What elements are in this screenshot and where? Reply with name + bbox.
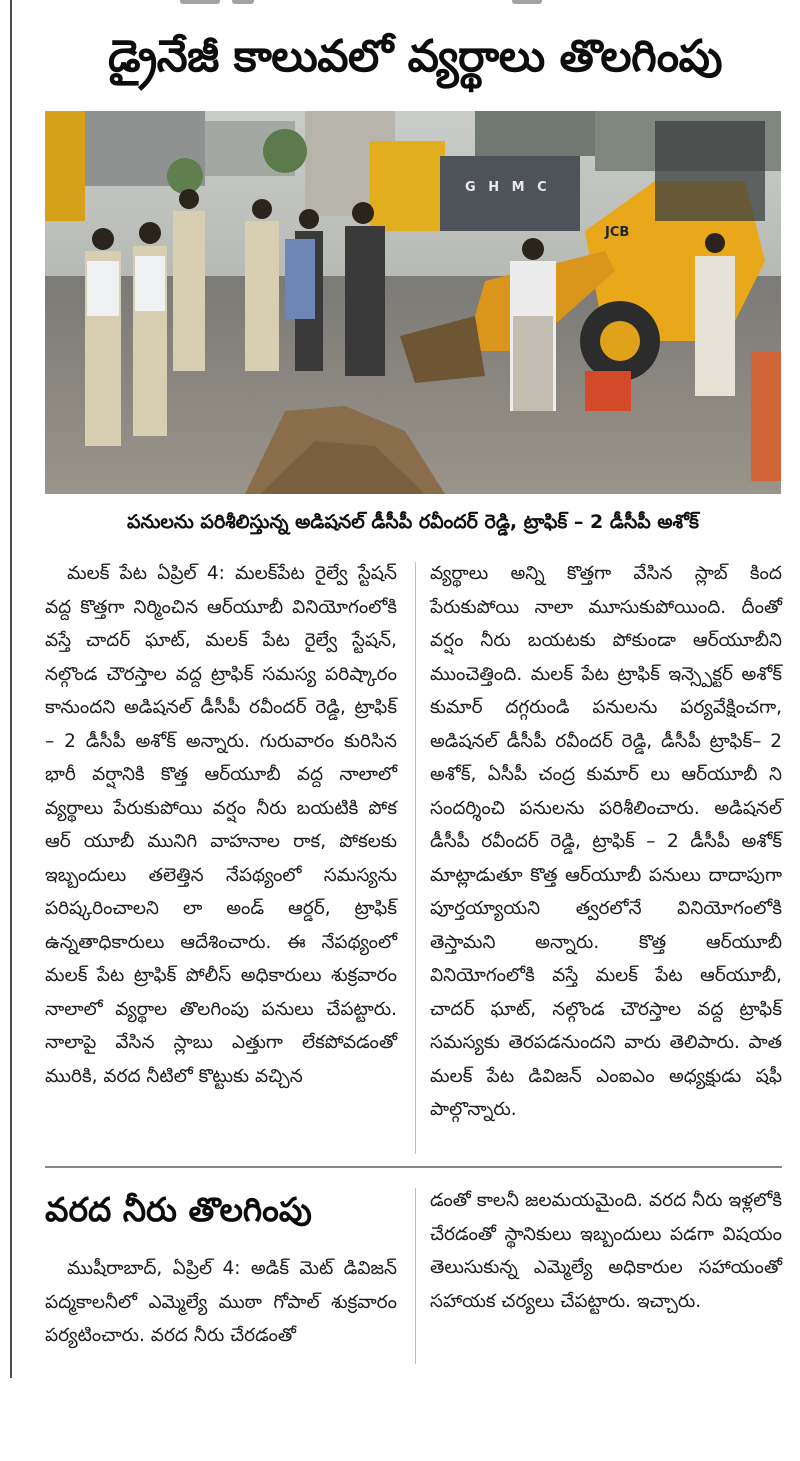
article-paragraph: వ్యర్థాలు అన్ని కొత్తగా వేసిన స్లాబ్ కింద పేరుకుపోయి నాలా మూసుకుపోయింది. దీంతో వర్షం నీరు బయటకు పోకుండా ఆర్‌యూబీని ముంచెత్తింది. మలక్ పేట ట్రాఫిక్ ఇన్స్పెక్టర్ అశోక్ కుమార్ దగ్గరుండి పనులను పర్యవేక్షించగా, అడిషనల్ డీసీపీ రవీందర్ రెడ్డి, డీసీపీ ట్రాఫిక్– 2 అశోక్, ఏసీపీ చంద్ర కుమార్ లు ఆర్‌యూబీ ని సందర్శించి పనులను పరిశీలించారు. అడిషనల్ డీసీపీ రవీందర్ రెడ్డి, ట్రాఫిక్ – 2 డీసీపీ అశోక్ మాట్లాడుతూ కొత్త ఆర్‌యూబీ పనులు దాదాపుగా పూర్తయ్యాయని త్వరలోనే వినియోగంలోకి తెస్తామని అన్నారు. కొత్త ఆర్‌యూబీ వినియోగంలోకి వస్తే మలక్ పేట ఆర్‌యూబీ, చాదర్ ఘాట్, నల్గొండ చౌరస్తాల వద్ద ట్రాఫిక్ సమస్యకు తెరపడనుందని వారు తెలిపారు. పాత మలక్ పేట డివిజన్ ఎంఐఎం అధ్యక్షుడు షఫీ పాల్గొన్నారు. (430, 563, 782, 1120)
column-divider (415, 1188, 416, 1364)
article-body-column-1 (45, 557, 397, 1157)
column-divider-left (10, 0, 12, 1378)
brief-paragraph: ముషీరాబాద్, ఏప్రిల్ 4: అడిక్ మెట్ డివిజన్ పద్మకాలనీలో ఎమ్మెల్యే ముఠా గోపాల్ శుక్రవారం పర్యటించారు. వరద నీరు చేరడంతో (45, 1258, 397, 1346)
brief-body-column-1 (45, 1252, 397, 1367)
article-headline: డ్రైనేజీ కాలువలో వ్యర్థాలు తొలగింపు (108, 31, 722, 82)
previous-article-fragment (0, 0, 800, 8)
article-photo (45, 111, 781, 494)
excavator-brand-label: JCB (605, 225, 630, 240)
photo-caption: పనులను పరిశీలిస్తున్న అడిషనల్ డీసీపీ రవీందర్ రెడ్డి, ట్రాఫిక్ – 2 డీసీపీ అశోక్ (127, 511, 699, 533)
brief-paragraph: డంతో కాలనీ జలమయమైంది. వరద నీరు ఇళ్లలోకి చేరడంతో స్థానికులు ఇబ్బందులు పడగా విషయం తెలుసుకున్న ఎమ్మెల్యే అధికారుల సహాయంతో సహాయక చర్యలు చేపట్టారు. ఇచ్చారు. (430, 1190, 782, 1312)
section-divider (45, 1166, 782, 1168)
brief-headline: వరద నీరు తొలగింపు (45, 1190, 312, 1229)
article-paragraph: మలక్ పేట ఏప్రిల్ 4: మలక్‌పేట రైల్వే స్టేషన్ వద్ద కొత్తగా నిర్మించిన ఆర్‌యూబీ వినియోగంలోకి వస్తే చాదర్ ఘాట్, మలక్ పేట రైల్వే స్టేషన్, నల్గొండ చౌరస్తాల వద్ద ట్రాఫిక్ సమస్య పరిష్కారం కానుందని అడిషనల్ డీసీపీ రవీందర్ రెడ్డి, ట్రాఫిక్ – 2 డీసీపీ అశోక్ అన్నారు. గురువారం కురిసిన భారీ వర్షానికి కొత్త ఆర్‌యూబీ వద్ద నాలాలో వ్యర్థాలు పేరుకుపోయి వర్షం నీరు బయటికి పోక ఆర్ యూబీ మునిగి వాహనాల రాక, పోకలకు ఇబ్బందులు తలెత్తిన నేపథ్యంలో సమస్యను పరిష్కరించాలని లా అండ్ ఆర్డర్, ట్రాఫిక్ ఉన్నతాధికారులు ఆదేశించారు. ఈ నేపథ్యంలో మలక్ పేట ట్రాఫిక్ పోలీస్ అధికారులు శుక్రవారం నాలాలో వ్యర్థాల తొలగింపు పనులు చేపట్టారు. నాలాపై వేసిన స్లాబు ఎత్తుగా లేకపోవడంతో మురికి, వరద నీటిలో కొట్టుకు వచ్చిన (45, 563, 397, 1087)
article-body-column-2 (430, 557, 782, 1157)
brief-body-column-2 (430, 1184, 782, 1364)
truck-label: G H M C (465, 180, 551, 195)
column-divider (415, 562, 416, 1154)
